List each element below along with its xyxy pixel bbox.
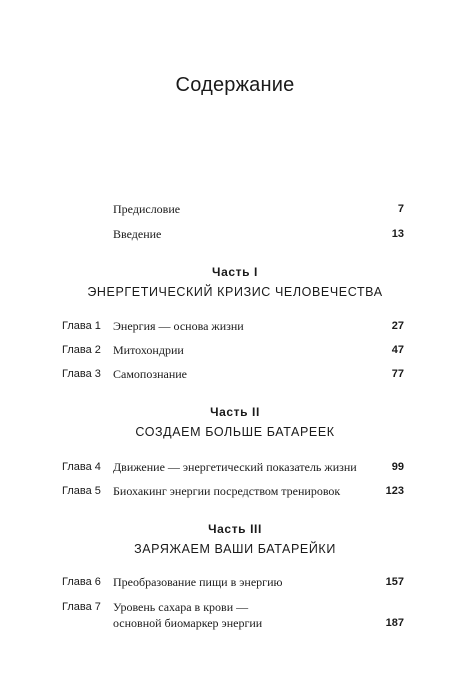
- part-name: ЗАРЯЖАЕМ ВАШИ БАТАРЕЙКИ: [134, 542, 336, 556]
- chapter-number: Глава 1: [62, 320, 101, 332]
- part-label: Часть II: [210, 405, 260, 419]
- entry-page-number: 27: [391, 320, 404, 332]
- page-title: Содержание: [175, 74, 295, 96]
- entry-page-number: 77: [391, 368, 404, 380]
- chapter-number: Глава 5: [62, 485, 101, 497]
- entry-page-number: 99: [391, 461, 404, 473]
- chapter-number: Глава 4: [62, 461, 101, 473]
- entry-title: Уровень сахара в крови —: [113, 600, 249, 614]
- entry-page-number: 123: [385, 485, 404, 497]
- part-name: ЭНЕРГЕТИЧЕСКИЙ КРИЗИС ЧЕЛОВЕЧЕСТВА: [87, 285, 383, 299]
- entry-page-number: 7: [397, 203, 404, 215]
- entry-title: Митохондрии: [113, 343, 184, 357]
- chapter-number: Глава 6: [62, 576, 101, 588]
- entry-title: Предисловие: [113, 202, 181, 216]
- entry-page-number: 47: [391, 344, 404, 356]
- entry-title: Энергия — основа жизни: [113, 319, 244, 333]
- chapter-number: Глава 2: [62, 344, 101, 356]
- entry-title: Самопознание: [113, 367, 188, 381]
- entry-title: Биохакинг энергии посредством тренировок: [113, 484, 341, 498]
- part-label: Часть III: [208, 522, 262, 536]
- entry-page-number: 13: [391, 228, 404, 240]
- chapter-number: Глава 7: [62, 601, 101, 613]
- part-name: СОЗДАЕМ БОЛЬШЕ БАТАРЕЕК: [135, 425, 335, 439]
- entry-title-line-2: основной биомаркер энергии: [113, 616, 263, 630]
- chapter-number: Глава 3: [62, 368, 101, 380]
- part-label: Часть I: [212, 265, 258, 279]
- entry-title: Движение — энергетический показатель жизни: [113, 460, 357, 474]
- entry-page-number: 187: [385, 617, 404, 629]
- entry-title: Введение: [113, 227, 162, 241]
- entry-title: Преобразование пищи в энергию: [113, 575, 283, 589]
- entry-page-number: 157: [385, 576, 404, 588]
